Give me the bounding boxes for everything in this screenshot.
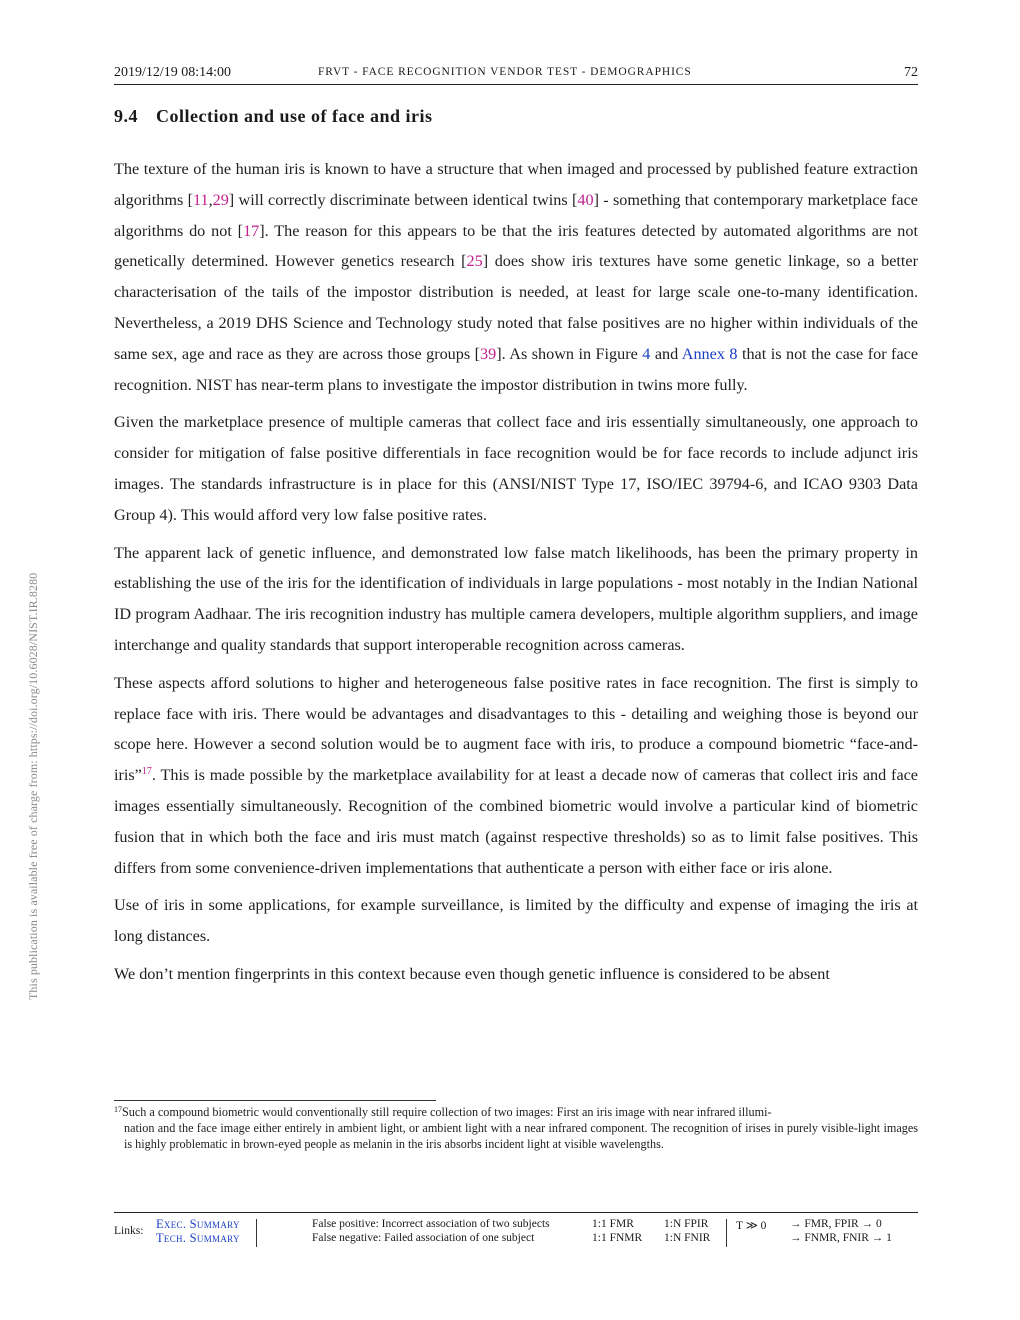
citation-link[interactable]: 29	[212, 190, 229, 209]
tech-summary-link[interactable]: Tech. Summary	[156, 1231, 240, 1245]
section-title: Collection and use of face and iris	[156, 106, 433, 126]
footnote-first-line: Such a compound biometric would conventionally still require collection of two images: First an iris image with near infrared illumi-	[122, 1105, 772, 1119]
fpir-label: 1:N FPIR	[664, 1218, 709, 1230]
citation-link[interactable]: 40	[577, 190, 594, 209]
text-run: ] - something that contemporary marketplace face algorithms do not [	[114, 190, 918, 240]
text-run: ]. As shown in Figure	[496, 344, 643, 363]
text-run: These aspects afford solutions to higher and heterogeneous false positive rates in face recognition. The first is simply to replace face with iris. There would be advantages and disadvantages to this - detailing and weighing those is beyond our scope here. However a second solution would be to augment face with iris, to produce a compound biometric “face-and-iris”	[114, 673, 918, 785]
citation-link[interactable]: 17	[243, 221, 260, 240]
running-header	[114, 64, 918, 85]
footnote-continuation: nation and the face image either entirely in ambient light, or ambient light with a near infrared component. The recognition of irises in purely visible-light images is highly problematic in brown-eyed people as melanin in the iris absorbs incident light at visible wavelengths.	[124, 1121, 918, 1151]
paragraph-2: Given the marketplace presence of multiple cameras that collect face and iris essentially simultaneously, one approach to consider for mitigation of false positive differentials in face recognition would be for face records to include adjunct iris images. The standards infrastructure is in place for this (ANSI/NIST Type 17, ISO/IEC 39794-6, and ICAO 9303 Data Group 4). This would afford very low false positive rates.	[114, 413, 918, 524]
text-run: ] does show iris textures have some genetic linkage, so a better characterisation of the tails of the impostor distribution is needed, at least for large scale one-to-many identification. Nevertheless, a 2019 DHS Science and Technology study noted that false positives are no higher within individuals of the same sex, age and race as they are across those groups [	[114, 252, 918, 363]
citation-link[interactable]: 39	[480, 344, 497, 363]
header-title: FRVT - FACE RECOGNITION VENDOR TEST - DEMOGRAPHICS	[318, 66, 692, 78]
threshold-label: T ≫ 0	[736, 1220, 767, 1232]
paragraph-1	[114, 154, 918, 400]
fn-limit: → FNMR, FNIR → 1	[790, 1232, 892, 1244]
header-timestamp: 2019/12/19 08:14:00	[114, 65, 232, 80]
false-negative-definition: False negative: Failed association of one subject	[312, 1232, 535, 1244]
section-heading	[114, 106, 433, 127]
footnote-mark: 17	[114, 1105, 122, 1114]
citation-link[interactable]: 25	[466, 252, 483, 271]
figure-link[interactable]: 4	[642, 344, 651, 363]
footnote	[114, 1104, 918, 1152]
body-text	[114, 154, 918, 997]
section-number: 9.4	[114, 106, 138, 126]
fnmr-label: 1:1 FNMR	[592, 1232, 643, 1244]
page-footer	[114, 1212, 918, 1251]
text-run: and	[650, 344, 682, 363]
false-positive-definition: False positive: Incorrect association of two subjects	[312, 1218, 550, 1230]
text-run: that is not the case for face recognition. NIST has near-term plans to investigate the impostor distribution in twins more fully.	[114, 344, 918, 394]
citation-link[interactable]: 11	[192, 190, 209, 209]
page-number: 72	[904, 65, 918, 80]
footnote-ref[interactable]: 17	[141, 766, 152, 778]
text-run: . This is made possible by the marketplace availability for at least a decade now of cameras that collect iris and face images essentially simultaneously. Recognition of the combined biometric would involve a particular kind of biometric fusion that in which both the face and iris must match (against respective thresholds) so as to limit false positives. This differs from some convenience-driven implementations that authenticate a person with either face or iris alone.	[114, 766, 918, 877]
text-run: ]. The reason for this appears to be that the iris features detected by automated algorithms are not genetically determined. However genetics research [	[114, 221, 918, 271]
fnir-label: 1:N FNIR	[664, 1232, 711, 1244]
exec-summary-link[interactable]: Exec. Summary	[156, 1217, 240, 1231]
links-label: Links:	[114, 1225, 144, 1237]
fp-limit: → FMR, FPIR → 0	[790, 1218, 882, 1230]
paragraph-6: We don’t mention fingerprints in this context because even though genetic influence is considered to be absent	[114, 964, 830, 983]
fmr-label: 1:1 FMR	[592, 1218, 634, 1230]
availability-note: This publication is available free of charge from: https://doi.org/10.6028/NIST.IR.8280	[26, 572, 40, 1000]
footnote-divider	[114, 1100, 436, 1101]
footer-divider	[726, 1219, 727, 1247]
paragraph-4	[114, 668, 918, 884]
footer-divider	[256, 1219, 257, 1247]
text-run: The texture of the human iris is known to have a structure that when imaged and processed by published feature extraction algorithms [	[114, 160, 918, 209]
text-run: ] will correctly discriminate between identical twins [	[228, 190, 578, 209]
text-run: ,	[208, 190, 213, 209]
paragraph-5: Use of iris in some applications, for example surveillance, is limited by the difficulty and expense of imaging the iris at long distances.	[114, 896, 918, 946]
annex-link[interactable]: Annex 8	[681, 344, 738, 363]
paragraph-3: The apparent lack of genetic influence, and demonstrated low false match likelihoods, has been the primary property in establishing the use of the iris for the identification of individuals in large populations - most notably in the Indian National ID program Aadhaar. The iris recognition industry has multiple camera developers, multiple algorithm suppliers, and image interchange and quality standards that support interoperable recognition across cameras.	[114, 543, 918, 654]
